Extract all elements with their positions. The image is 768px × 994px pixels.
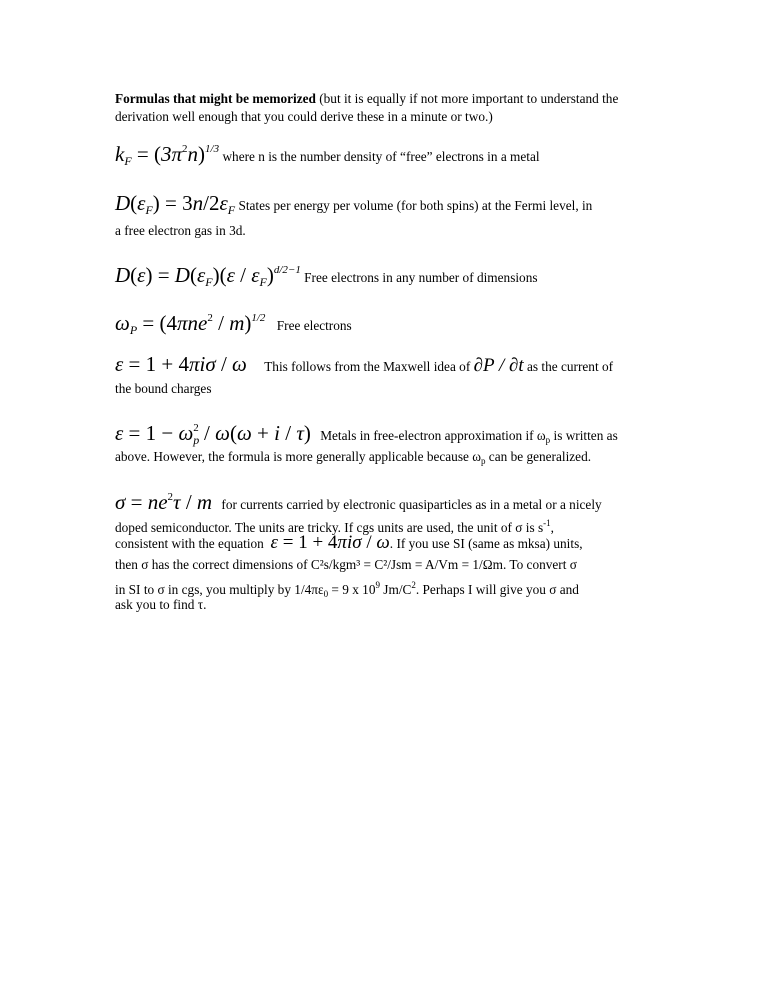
formula-sigma: $\sigma = ne^2\tau / m$ [115,490,213,514]
formula-wP-row [115,309,675,339]
formula-kF-row [115,140,675,170]
formula-sigma-description: for currents carried by electronic quasiparticles as in a metal or a nicely [221,497,602,512]
formula-eps2-row [115,419,675,449]
formula-dPdt: ∂P / ∂t [473,355,524,376]
formula-eps2: $\varepsilon = 1 - \omega_p^2 / \omega(\omega + i / \tau)$ [115,421,311,447]
sigma-line1-end: , [550,520,554,535]
formula-De: $D(\varepsilon) = D(\varepsilon_F)(\varepsilon / \varepsilon_F)^{d/2-1}$ [115,263,301,289]
formula-eps2-continuation-line [115,448,675,470]
formula-kF-description: where n is the number density of “free” electrons in a metal [222,149,540,164]
formula-eps2-continuation-sub: p [480,456,486,466]
formula-eps1-description-after: as the current of [527,359,614,374]
sigma-line4-sup: 9 [375,580,380,590]
sigma-line4-d: . Perhaps I will give you σ and [415,582,579,597]
formula-eps2-continuation: above. However, the formula is more generally applicable because ω [115,449,481,464]
formula-kF: $k_F = (3\pi^2n)^{1/3}$ [115,142,220,168]
intro-title: Formulas that might be memorized [115,91,316,106]
sigma-paragraph-line2 [115,534,675,553]
sigma-line1-sup: -1 [543,518,551,528]
intro-text: (but it is equally if not more important to understand the derivation well enough that you could derive these in a minute or two.) [115,91,619,124]
sigma-paragraph-line5: ask you to find τ. [115,597,207,612]
formula-De-description: Free electrons in any number of dimensions [304,270,538,285]
sigma-line2-end: . If you use SI (same as mksa) units, [389,536,583,551]
formula-wP-description: Free electrons [276,318,352,333]
formula-eps1-inline: ε = 1 + 4πiσ / ω [270,532,390,553]
intro-paragraph [115,90,675,126]
formula-DF-description: States per energy per volume (for both spins) at the Fermi level, in [238,198,593,213]
formula-eps1-description-before: This follows from the Maxwell idea of [264,359,471,374]
formula-eps2-description: Metals in free-electron approximation if ω [320,428,546,443]
sigma-line2-text: consistent with the equation [115,536,264,551]
sigma-line4-sup2: 2 [411,580,416,590]
sigma-line4-b: = 9 x 10 [328,582,376,597]
formula-eps1-continuation: the bound charges [115,381,212,396]
formula-De-row [115,261,675,291]
sigma-line1-text: doped semiconductor. The units are tricky. If cgs units are used, the unit of σ is s [115,520,544,535]
sigma-line4-sub: 0 [323,589,329,599]
sigma-line4-c: Jm/C [379,582,412,597]
formula-DF-continuation: a free electron gas in 3d. [115,223,246,238]
formula-DF-row [115,191,675,219]
sigma-line4-text: in SI to σ in cgs, you multiply by 1/4πε [115,582,324,597]
formula-sigma-row [115,488,675,514]
formula-eps2-description-sub: p [545,435,551,445]
formula-eps2-description-end: is written as [550,428,618,443]
formula-eps2-continuation-end: can be generalized. [485,449,592,464]
sigma-paragraph-line3: then σ has the correct dimensions of C²s/kgm³ = C²/Jsm = A/Vm = 1/Ωm. To convert σ [115,557,577,572]
formula-DF: $D(\varepsilon_F) = 3n/2\varepsilon_F$ [115,191,236,217]
formula-wP: $\omega_P = (4\pi ne^2 / m)^{1/2}$ [115,311,266,337]
formula-eps1: ε = 1 + 4πiσ / ω [115,352,247,376]
formula-eps1-row [115,352,675,376]
